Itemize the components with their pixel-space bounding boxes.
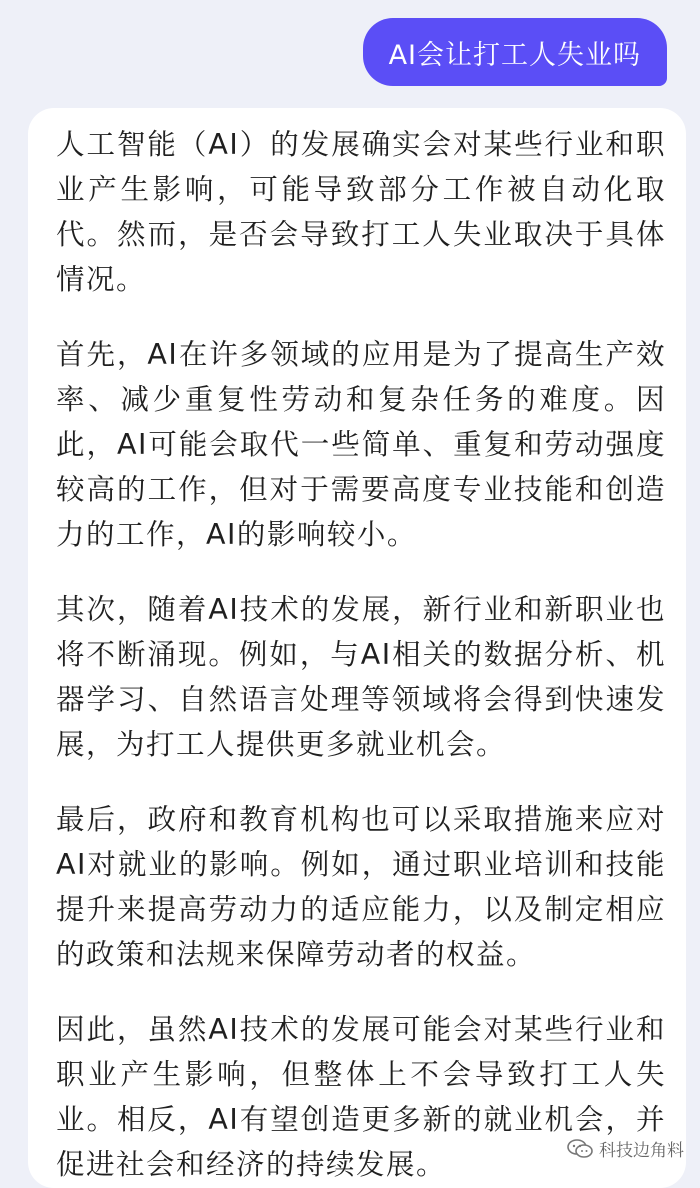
response-paragraph-3: 其次，随着AI技术的发展，新行业和新职业也将不断涌现。例如，与AI相关的数据分析、机器学习、自然语言处理等领域将会得到快速发展，为打工人提供更多就业机会。 [56,593,666,761]
response-paragraph-5: 因此，虽然AI技术的发展可能会对某些行业和职业产生影响，但整体上不会导致打工人失业。相反，AI有望创造更多新的就业机会，并促进社会和经济的持续发展。 [56,1013,666,1181]
watermark-text: 科技边角料 [599,1141,684,1161]
response-paragraph-2: 首先，AI在许多领域的应用是为了提高生产效率、减少重复性劳动和复杂任务的难度。因此，AI可能会取代一些简单、重复和劳动强度较高的工作，但对于需要高度专业技能和创造力的工作，AI的影响较小。 [56,338,666,551]
user-message-text: AI会让打工人失业吗 [388,39,641,71]
source-watermark [567,1136,684,1161]
response-paragraph-1: 人工智能（AI）的发展确实会对某些行业和职业产生影响，可能导致部分工作被自动化取代。然而，是否会导致打工人失业取决于具体情况。 [56,128,666,296]
user-message-bubble [363,18,667,86]
response-paragraph-4: 最后，政府和教育机构也可以采取措施来应对AI对就业的影响。例如，通过职业培训和技能提升来提高劳动力的适应能力，以及制定相应的政策和法规来保障劳动者的权益。 [56,803,666,971]
wechat-icon [567,1139,593,1159]
ai-response-card [28,108,686,1188]
